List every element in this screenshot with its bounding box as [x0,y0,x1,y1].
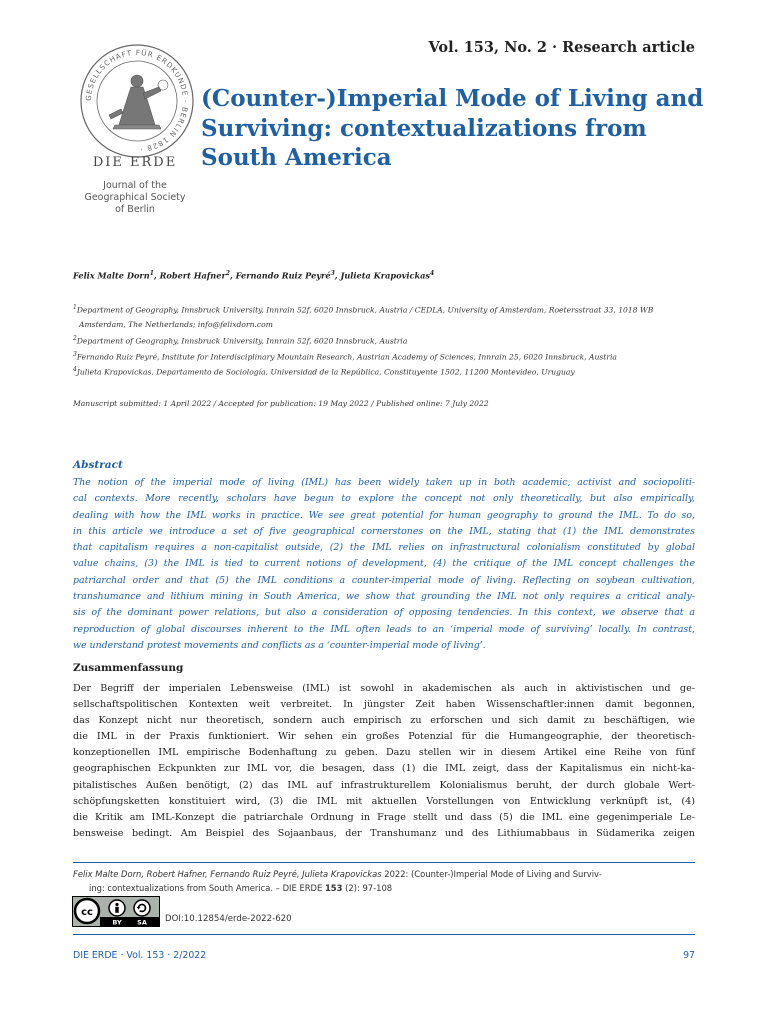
abstract-line: patriarchal order and that (5) the IML conditions a counter-imperial mode of living. Reflecting on soybean cultivation, [73,574,695,586]
affiliation-3 [73,351,617,362]
citation-line [73,867,695,881]
affiliation-2 [73,335,407,346]
abstract-line: value chains, (3) the IML is tied to current notions of development, (4) the critique of the IML concept challenges the [73,558,695,570]
article-title-line: Surviving: contextualizations from [201,114,647,142]
page-number: 97 [683,950,695,961]
author-name: Fernando Ruiz Peyré [235,270,331,281]
affiliation-sup: 4 [73,366,77,373]
zusammenfassung-line: bensweise bedingt. Am Beispiel des Sojaanbaus, der Transhumanz und des Lithiumabbaus in Südamerika zeigen [73,827,695,839]
affiliation-4 [73,366,575,377]
abstract-heading: Abstract [73,459,123,471]
affiliation-text: Department of Geography, Innsbruck University, Innrain 52f, 6020 Innsbruck, Austria / CEDLA, University of Amsterdam, Roetersstraat 33, 1018 WB [76,305,654,315]
citation-pages: (2): 97-108 [342,883,393,893]
affiliation-1 [73,304,653,315]
affiliation-sup: 2 [73,335,77,342]
citation-block [73,867,695,895]
zusammenfassung-line: die Kritik am IML-Konzept die patriarchale Ordnung in Frage stellt und dass (5) die IML eine gegenimperiale Le- [73,811,695,823]
zusammenfassung-line: Der Begriff der imperialen Lebensweise (IML) ist sowohl in akademischen als auch in aktivistischen und ge- [73,683,695,694]
journal-subtitle-line: Geographical Society [84,192,186,203]
author-sup: 4 [430,270,435,277]
cc-by-sa-license-badge[interactable] [72,896,160,927]
manuscript-dates: Manuscript submitted: 1 April 2022 / Accepted for publication: 19 May 2022 / Published online: 7 July 2022 [73,399,489,408]
citation-bottom-rule [73,934,695,935]
svg-text:SA: SA [137,918,147,927]
zusammenfassung-line: das Konzept nicht nur theoretisch, sondern auch empirisch zu erforschen und sich damit zu beschäftigen, wie [73,715,695,727]
citation-volume: 153 [324,883,343,893]
affiliation-text: Fernando Ruiz Peyré, Institute for Interdisciplinary Mountain Research, Austrian Academy of Sciences, Innrain 25, 6020 Innsbruck, Austria [76,352,617,362]
zusammenfassung-line: sellschaftspolitischen Kontexten weit verbreitet. In jüngster Zeit haben Wissenschaftler:innen damit begonnen, [73,699,695,711]
author-list: Felix Malte Dorn$^1$, Robert Hafner$^2$, Fernando Ruiz Peyré$^3$, Julieta Krapovickas$^4$ [73,270,435,281]
abstract-line: reproduction of global discourses inherent to the IML often leads to an ‘imperial mode of surviving’ locally. In contrast, [73,623,695,635]
affiliation-text: Julieta Krapovickas, Departamento de Sociología, Universidad de la República, Constituyente 1502, 11200 Montevideo, Uruguay [76,367,575,377]
journal-subtitle-line: Journal of the [103,180,167,191]
abstract-body [73,475,695,654]
author-sup: 2 [225,270,230,277]
author-sup: 3 [330,270,335,277]
author-name: Robert Hafner [159,270,226,281]
author-name: Julieta Krapovickas [340,270,431,281]
abstract-line: dealing with how the IML works in practice. We see great potential for human geography to ground the IML. To do so, [73,509,695,521]
journal-subtitle [70,180,200,216]
affiliation-sup: 1 [73,304,77,311]
svg-text:cc: cc [81,907,93,918]
footer-journal-issue: DIE ERDE · Vol. 153 · 2/2022 [73,950,207,961]
zusammenfassung-line: schöpfungsketten konstituiert wird, (3) die IML mit aktuellen Vorstellungen von Entwicklung verknüpft ist, (4) [73,795,695,807]
sa-share-alike-icon [134,900,150,916]
svg-text:BY: BY [112,918,122,927]
journal-brand: DIE ERDE [92,155,178,170]
zusammenfassung-line: geographischen Eckpunkten zur IML vor, die besagen, dass (1) die IML zeigt, dass der Kapitalismus ein nicht-ka- [73,763,695,775]
article-title-line: South America [201,144,392,171]
author-name: Felix Malte Dorn [73,270,150,281]
abstract-line: sis of the dominant power relations, but also a consideration of opposing tendencies. In this context, we observe that a [73,607,695,619]
citation-top-rule [73,862,695,863]
abstract-line: The notion of the imperial mode of living (IML) has been widely taken up in both academic, activist and sociopoliti- [73,477,695,488]
citation-authors: Felix Malte Dorn, Robert Hafner, Fernando Ruiz Peyré, Julieta Krapovickas [73,869,382,879]
zusammenfassung-line: pitalistisches Außen benötigt, (2) das IML auf infrastrukturellem Kolonialismus beruht, der durch globale Wert- [73,779,695,791]
doi-link[interactable]: DOI:10.12854/erde-2022-620 [165,914,292,924]
affiliation-sup: 3 [73,351,77,358]
volume-issue-line: Vol. 153, No. 2 · Research article [428,39,695,56]
journal-subtitle-line: of Berlin [115,204,155,215]
zusammenfassung-heading: Zusammenfassung [73,662,184,674]
abstract-line: in this article we introduce a set of five geographical cornerstones on the IML, stating that (1) the IML demonstrates [73,525,695,537]
svg-text:GESELLSCHAFT FÜR ERDKUNDE · BE: GESELLSCHAFT FÜR ERDKUNDE · BERLIN 1828 · [83,47,191,154]
society-seal-logo [79,43,195,159]
article-title [201,84,704,173]
article-title-line: (Counter-)Imperial Mode of Living and [201,85,704,112]
zusammenfassung-line: die IML in der Praxis funktioniert. Wir sehen ein großes Potenzial für die Humangeographie, der theoretisch- [73,731,695,743]
abstract-line: cal contexts. More recently, scholars have begun to explore the concept not only theoretically, but also empirically, [73,493,695,505]
zusammenfassung-line: konzeptionellen IML empirische Bodenhaftung zu geben. Dazu stellen wir in diesem Artikel eine Reihe von fünf [73,747,695,759]
author-sup: 1 [149,270,154,277]
abstract-line: transhumance and lithium mining in South America, we show that grounding the IML not only requires a critical analy- [73,591,695,603]
citation-line [73,881,695,895]
abstract-line: we understand protest movements and conflicts as a ‘counter-imperial mode of living’. [73,639,486,651]
affiliation-1-cont: Amsterdam, The Netherlands; info@felixdorn.com [79,320,273,329]
citation-title-part: 2022: (Counter-)Imperial Mode of Living and Surviv- [381,869,602,879]
affiliation-text: Department of Geography, Innsbruck University, Innrain 52f, 6020 Innsbruck, Austria [76,336,408,346]
abstract-line: that capitalism requires a non-capitalist outside, (2) the IML relies on infrastructural colonialism constituted by global [73,542,695,554]
zusammenfassung-body [73,681,695,842]
citation-title-cont: ing: contextualizations from South America. – DIE ERDE [89,883,325,893]
